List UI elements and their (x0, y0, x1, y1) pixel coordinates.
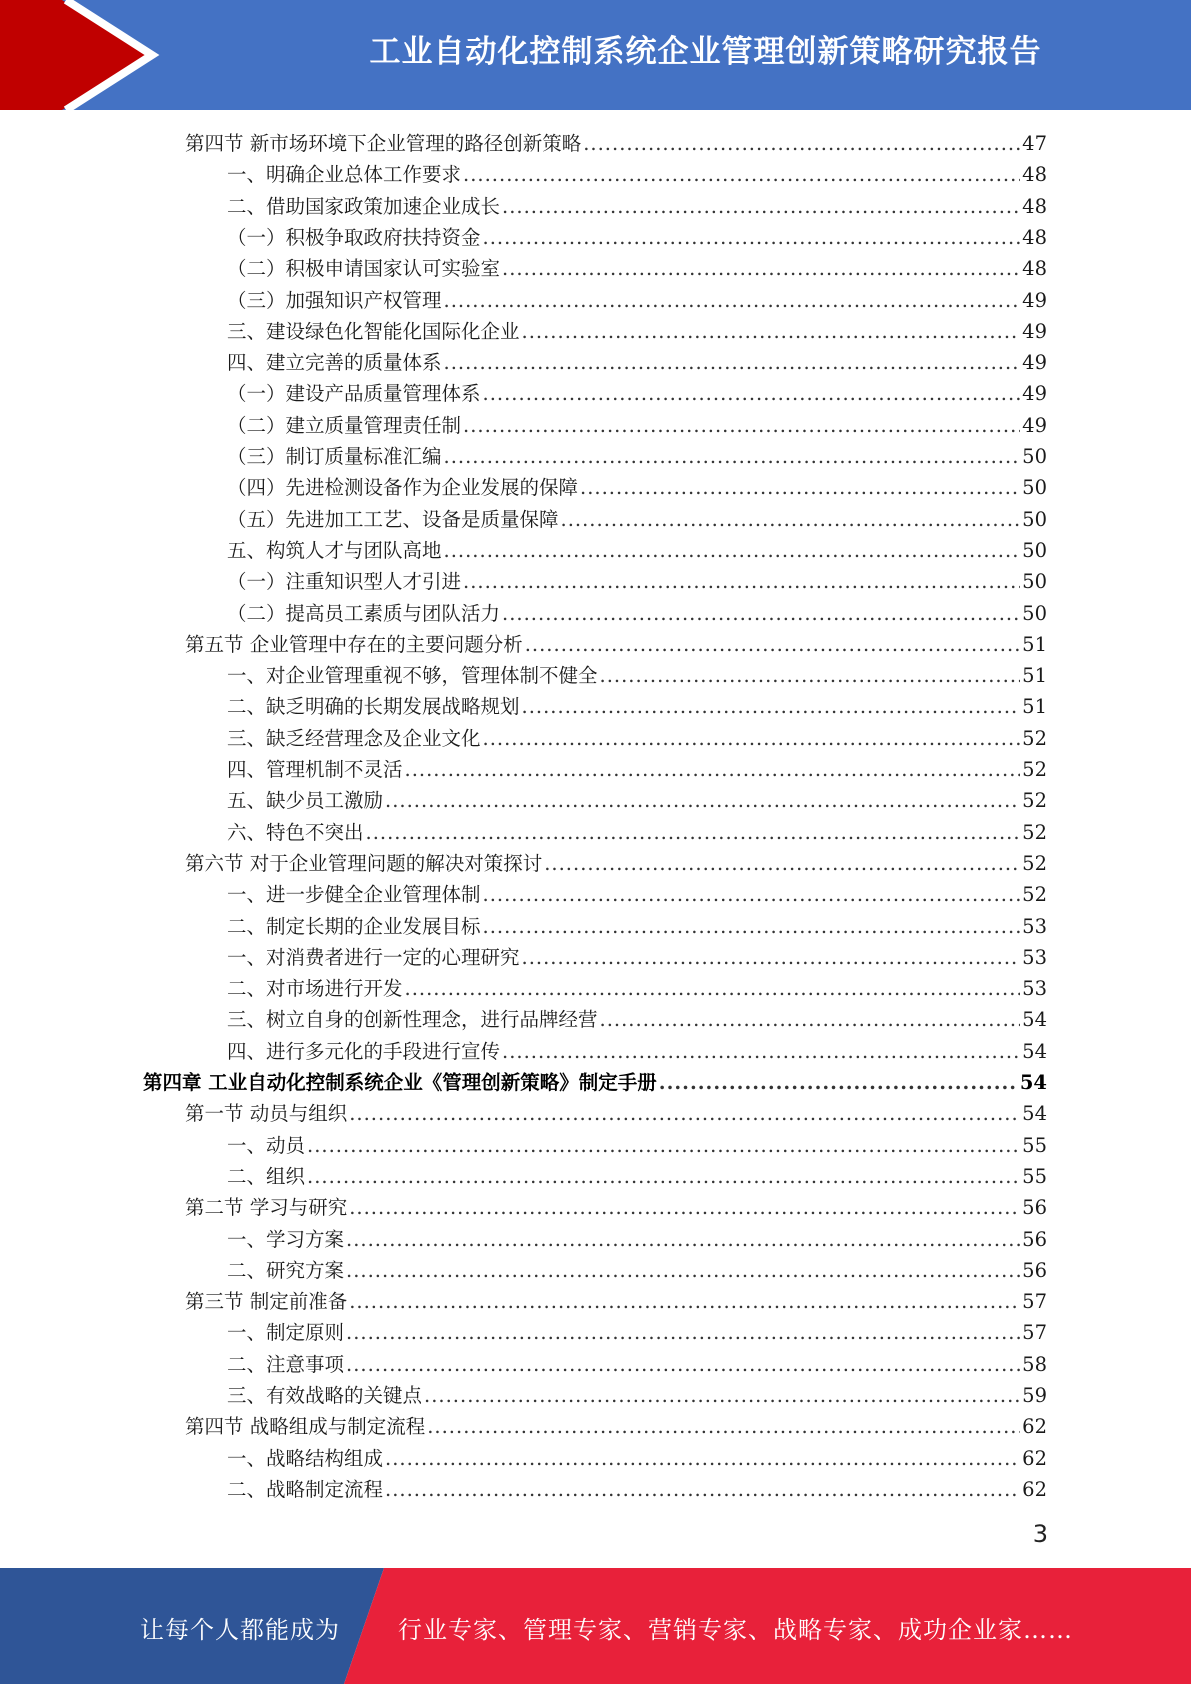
toc-entry-title: （一）注重知识型人才引进 (227, 570, 462, 594)
toc-dot-leader (483, 727, 1021, 750)
page-footer (0, 1568, 1191, 1684)
toc-dot-leader (463, 414, 1020, 437)
toc-section-entry[interactable] (185, 848, 1047, 879)
report-title: 工业自动化控制系统企业管理创新策略研究报告 (369, 34, 1042, 70)
toc-entry-title: 四、管理机制不灵活 (227, 758, 403, 781)
toc-dot-leader (346, 1228, 1020, 1251)
toc-page-number: 52 (1022, 820, 1047, 844)
toc-entry-title: 一、战略结构组成 (227, 1446, 384, 1470)
toc-page-number: 52 (1022, 883, 1047, 907)
toc-entry-title: 二、缺乏明确的长期发展战略规划 (227, 695, 520, 719)
toc-page-number: 52 (1022, 726, 1047, 750)
toc-dot-leader (444, 289, 1021, 312)
toc-dot-leader (424, 1384, 1020, 1407)
toc-subsection-entry[interactable] (227, 378, 1047, 409)
toc-entry-title: 三、有效战略的关键点 (227, 1384, 423, 1407)
toc-subsection-entry[interactable] (227, 785, 1047, 816)
toc-entry-title: 一、动员 (227, 1133, 306, 1157)
toc-dot-leader (307, 1165, 1020, 1188)
toc-entry-title: 二、组织 (227, 1164, 306, 1188)
toc-dot-leader (561, 508, 1021, 531)
toc-dot-leader (405, 758, 1021, 781)
toc-dot-leader (502, 1040, 1020, 1063)
toc-entry-title: 二、研究方案 (227, 1258, 345, 1282)
toc-subsection-entry[interactable] (227, 660, 1047, 691)
toc-page-number: 51 (1022, 664, 1047, 688)
footer-slogan-left: 让每个人都能成为 (140, 1616, 340, 1644)
toc-entry-title: 五、构筑人才与团队高地 (227, 538, 442, 562)
toc-entry-title: 一、对消费者进行一定的心理研究 (227, 945, 520, 969)
toc-dot-leader (385, 789, 1020, 812)
toc-dot-leader (502, 257, 1020, 280)
toc-dot-leader (463, 570, 1020, 593)
toc-page-number: 50 (1022, 445, 1047, 468)
toc-dot-leader (349, 1102, 1020, 1125)
toc-subsection-entry[interactable] (227, 285, 1047, 316)
toc-dot-leader (444, 351, 1021, 374)
toc-page-number: 48 (1022, 194, 1047, 218)
toc-dot-leader (483, 226, 1021, 249)
toc-section-entry[interactable] (185, 1192, 1047, 1223)
toc-page-number: 53 (1022, 914, 1047, 938)
toc-page-number: 48 (1022, 225, 1047, 249)
toc-dot-leader (444, 445, 1021, 468)
toc-dot-leader (346, 1321, 1020, 1344)
toc-subsection-entry[interactable] (227, 222, 1047, 253)
toc-dot-leader (405, 977, 1021, 1000)
toc-subsection-entry[interactable] (227, 1317, 1047, 1348)
toc-page-number: 49 (1022, 351, 1047, 375)
toc-dot-leader (307, 1134, 1020, 1157)
toc-dot-leader (346, 1353, 1020, 1376)
toc-entry-title: 二、对市场进行开发 (227, 977, 403, 1001)
toc-subsection-entry[interactable] (227, 1349, 1047, 1380)
toc-page-number: 57 (1022, 1321, 1047, 1345)
toc-page-number: 50 (1022, 570, 1047, 594)
toc-dot-leader (366, 821, 1021, 844)
toc-dot-leader (580, 476, 1020, 499)
toc-subsection-entry[interactable] (227, 911, 1047, 942)
toc-subsection-entry[interactable] (227, 754, 1047, 785)
toc-dot-leader (483, 915, 1021, 938)
toc-page-number: 62 (1022, 1477, 1047, 1501)
toc-subsection-entry[interactable] (227, 159, 1047, 190)
toc-subsection-entry[interactable] (227, 347, 1047, 378)
toc-dot-leader (600, 664, 1021, 687)
toc-page-number: 56 (1022, 1258, 1047, 1282)
toc-subsection-entry[interactable] (227, 316, 1047, 347)
toc-page-number: 51 (1022, 632, 1047, 656)
toc-section-entry[interactable] (185, 1286, 1047, 1317)
toc-entry-title: （五）先进加工工艺、设备是质量保障 (227, 507, 559, 531)
toc-page-number: 49 (1022, 382, 1047, 406)
toc-page-number: 56 (1022, 1196, 1047, 1220)
toc-subsection-entry[interactable] (227, 1255, 1047, 1286)
toc-entry-title: （二）建立质量管理责任制 (227, 413, 462, 437)
toc-entry-title: 一、制定原则 (227, 1321, 345, 1345)
toc-entry-title: 第一节 动员与组织 (185, 1102, 348, 1126)
toc-dot-leader (525, 633, 1020, 656)
toc-page-number: 54 (1019, 1071, 1047, 1094)
toc-dot-leader (483, 883, 1021, 906)
toc-subsection-entry[interactable] (227, 472, 1047, 503)
toc-entry-title: 三、建设绿色化智能化国际化企业 (227, 319, 520, 343)
toc-entry-title: 第三节 制定前准备 (185, 1290, 348, 1314)
toc-entry-title: 一、对企业管理重视不够，管理体制不健全 (227, 664, 598, 688)
toc-entry-title: （三）制订质量标准汇编 (227, 445, 442, 468)
toc-page-number: 50 (1022, 601, 1047, 625)
toc-entry-title: 第四节 战略组成与制定流程 (185, 1415, 426, 1439)
toc-dot-leader (522, 946, 1021, 969)
toc-entry-title: 二、借助国家政策加速企业成长 (227, 194, 501, 218)
toc-subsection-entry[interactable] (227, 504, 1047, 535)
toc-dot-leader (600, 1008, 1021, 1031)
toc-entry-title: 二、制定长期的企业发展目标 (227, 914, 481, 938)
toc-dot-leader (583, 132, 1020, 155)
toc-subsection-entry[interactable] (227, 1130, 1047, 1161)
toc-subsection-entry[interactable] (227, 598, 1047, 629)
toc-subsection-entry[interactable] (227, 253, 1047, 284)
toc-entry-title: 第四章 工业自动化控制系统企业《管理创新策略》制定手册 (143, 1071, 657, 1094)
toc-dot-leader (346, 1259, 1020, 1282)
toc-entry-title: 六、特色不突出 (227, 820, 364, 844)
toc-subsection-entry[interactable] (227, 691, 1047, 722)
toc-page-number: 59 (1022, 1384, 1047, 1407)
footer-slogan-right: 行业专家、管理专家、营销专家、战略专家、成功企业家…… (398, 1616, 1073, 1644)
toc-page-number: 53 (1022, 945, 1047, 969)
toc-subsection-entry[interactable] (227, 879, 1047, 910)
toc-dot-leader (483, 382, 1021, 405)
toc-subsection-entry[interactable] (227, 410, 1047, 441)
toc-page-number: 53 (1022, 977, 1047, 1001)
toc-entry-title: 第六节 对于企业管理问题的解决对策探讨 (185, 851, 543, 875)
toc-page-number: 55 (1022, 1133, 1047, 1157)
toc-subsection-entry[interactable] (227, 1004, 1047, 1035)
toc-dot-leader (502, 195, 1020, 218)
toc-entry-title: 三、缺乏经营理念及企业文化 (227, 726, 481, 750)
toc-page-number: 62 (1022, 1415, 1047, 1439)
toc-entry-title: （一）建设产品质量管理体系 (227, 382, 481, 406)
toc-dot-leader (444, 539, 1021, 562)
toc-subsection-entry[interactable] (227, 817, 1047, 848)
toc-page-number: 50 (1022, 538, 1047, 562)
toc-dot-leader (502, 602, 1020, 625)
toc-page-number: 55 (1022, 1164, 1047, 1188)
page-number: 3 (1032, 1520, 1048, 1548)
toc-entry-title: 一、学习方案 (227, 1227, 345, 1251)
toc-dot-leader (659, 1071, 1018, 1094)
toc-subsection-entry[interactable] (227, 535, 1047, 566)
toc-page-number: 54 (1022, 1102, 1047, 1126)
toc-subsection-entry[interactable] (227, 973, 1047, 1004)
toc-dot-leader (522, 695, 1021, 718)
toc-section-entry[interactable] (185, 629, 1047, 660)
toc-page-number: 50 (1022, 507, 1047, 531)
toc-page-number: 48 (1022, 257, 1047, 281)
toc-page-number: 54 (1022, 1039, 1047, 1063)
toc-page-number: 56 (1022, 1227, 1047, 1251)
toc-page-number: 52 (1022, 851, 1047, 875)
toc-dot-leader (349, 1290, 1020, 1313)
toc-page-number: 50 (1022, 476, 1047, 500)
toc-entry-title: （三）加强知识产权管理 (227, 288, 442, 312)
toc-subsection-entry[interactable] (227, 566, 1047, 597)
toc-dot-leader (544, 852, 1020, 875)
toc-page-number: 62 (1022, 1446, 1047, 1470)
toc-dot-leader (385, 1447, 1020, 1470)
toc-dot-leader (385, 1478, 1020, 1501)
toc-entry-title: 四、进行多元化的手段进行宣传 (227, 1039, 501, 1063)
toc-subsection-entry[interactable] (227, 1036, 1047, 1067)
toc-page-number: 49 (1022, 319, 1047, 343)
toc-page-number: 49 (1022, 288, 1047, 312)
toc-section-entry[interactable] (185, 1098, 1047, 1129)
toc-entry-title: （二）积极申请国家认可实验室 (227, 257, 501, 281)
toc-entry-title: 一、明确企业总体工作要求 (227, 163, 462, 187)
toc-entry-title: 第四节 新市场环境下企业管理的路径创新策略 (185, 132, 582, 155)
toc-page-number: 58 (1022, 1352, 1047, 1376)
toc-subsection-entry[interactable] (227, 1161, 1047, 1192)
toc-entry-title: （二）提高员工素质与团队活力 (227, 601, 501, 625)
toc-section-entry[interactable] (185, 128, 1047, 159)
toc-dot-leader (349, 1196, 1020, 1219)
toc-page-number: 48 (1022, 163, 1047, 187)
toc-entry-title: （一）积极争取政府扶持资金 (227, 225, 481, 249)
page-header (0, 0, 1191, 110)
toc-subsection-entry[interactable] (227, 942, 1047, 973)
toc-subsection-entry[interactable] (227, 1474, 1047, 1505)
toc-subsection-entry[interactable] (227, 1443, 1047, 1474)
toc-entry-title: 四、建立完善的质量体系 (227, 351, 442, 375)
toc-entry-title: 一、进一步健全企业管理体制 (227, 883, 481, 907)
toc-page-number: 52 (1022, 758, 1047, 781)
toc-section-entry[interactable] (185, 1411, 1047, 1442)
toc-entry-title: 五、缺少员工激励 (227, 789, 384, 813)
toc-entry-title: 二、注意事项 (227, 1352, 345, 1376)
toc-entry-title: 三、树立自身的创新性理念，进行品牌经营 (227, 1008, 598, 1032)
toc-entry-title: （四）先进检测设备作为企业发展的保障 (227, 476, 579, 500)
toc-page-number: 49 (1022, 413, 1047, 437)
toc-page-number: 47 (1022, 132, 1047, 155)
toc-dot-leader (463, 163, 1020, 186)
toc-subsection-entry[interactable] (227, 1224, 1047, 1255)
toc-page-number: 54 (1022, 1008, 1047, 1032)
toc-subsection-entry[interactable] (227, 191, 1047, 222)
toc-dot-leader (427, 1415, 1020, 1438)
toc-subsection-entry[interactable] (227, 441, 1047, 472)
toc-page-number: 57 (1022, 1290, 1047, 1314)
toc-entry-title: 第五节 企业管理中存在的主要问题分析 (185, 632, 523, 656)
toc-entry-title: 二、战略制定流程 (227, 1477, 384, 1501)
toc-entry-title: 第二节 学习与研究 (185, 1196, 348, 1220)
chevron-arrow-icon (0, 0, 160, 110)
toc-subsection-entry[interactable] (227, 1380, 1047, 1411)
toc-page-number: 52 (1022, 789, 1047, 813)
toc-page-number: 51 (1022, 695, 1047, 719)
toc-chapter-entry[interactable] (143, 1067, 1047, 1098)
toc-dot-leader (522, 320, 1021, 343)
toc-subsection-entry[interactable] (227, 723, 1047, 754)
